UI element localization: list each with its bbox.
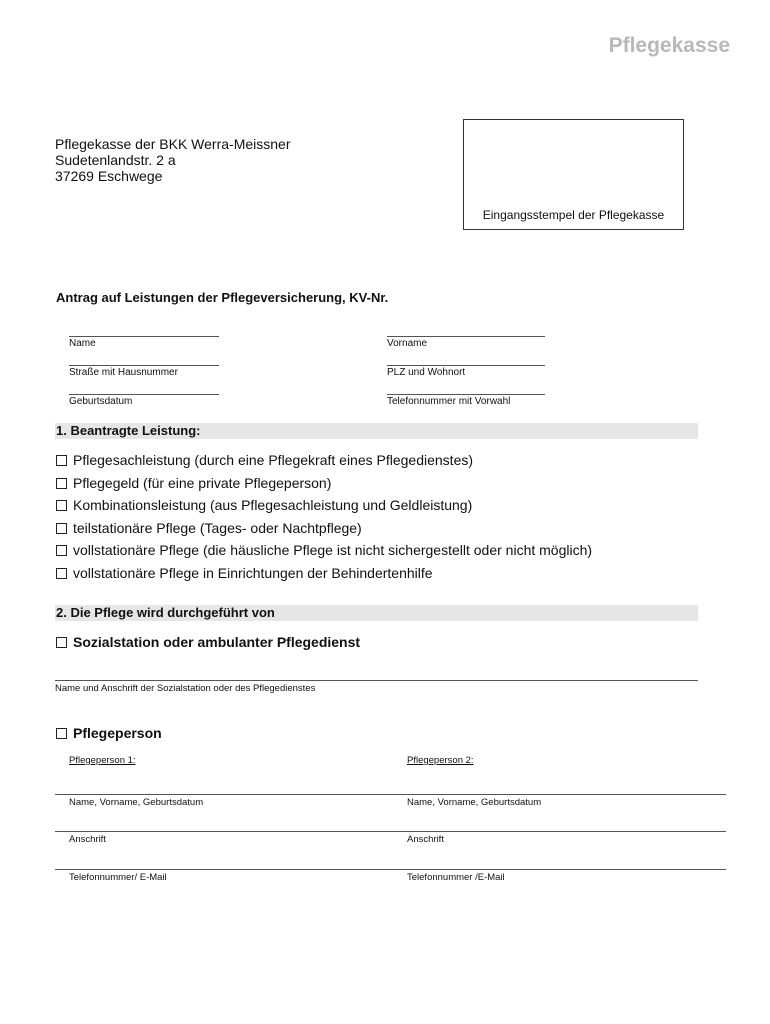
street-input-line[interactable]	[69, 355, 219, 366]
recipient-address	[55, 136, 291, 184]
option-pflegegeld[interactable]	[56, 475, 331, 491]
option-teilstationaer[interactable]	[56, 520, 362, 536]
option-label: vollstationäre Pflege in Einrichtungen der Behindertenhilfe	[73, 565, 433, 581]
birthdate-field[interactable]	[69, 384, 219, 407]
person-2-name-label: Name, Vorname, Geburtsdatum	[407, 797, 542, 808]
street-field[interactable]	[69, 355, 219, 378]
street-label: Straße mit Hausnummer	[69, 367, 178, 378]
checkbox-icon[interactable]	[56, 478, 67, 489]
option-label: Sozialstation oder ambulanter Pflegedienst	[73, 634, 361, 650]
option-sozialstation[interactable]	[56, 634, 360, 650]
person-address-input-line[interactable]	[55, 831, 726, 832]
vorname-input-line[interactable]	[387, 326, 545, 337]
phone-label: Telefonnummer mit Vorwahl	[387, 396, 511, 407]
person-1-heading: Pflegeperson 1:	[69, 755, 136, 766]
service-label: Name und Anschrift der Sozialstation oder des Pflegedienstes	[55, 683, 316, 694]
checkbox-icon[interactable]	[56, 728, 67, 739]
option-kombinationsleistung[interactable]	[56, 497, 472, 513]
phone-input-line[interactable]	[387, 384, 545, 395]
section-1-heading: 1. Beantragte Leistung:	[55, 423, 698, 439]
person-1-name-label: Name, Vorname, Geburtsdatum	[69, 797, 204, 808]
receipt-stamp-label: Eingangsstempel der Pflegekasse	[482, 208, 665, 222]
birthdate-label: Geburtsdatum	[69, 396, 133, 407]
recipient-line-3: 37269 Eschwege	[55, 168, 163, 184]
option-label: Pflegesachleistung (durch eine Pflegekraft eines Pflegedienstes)	[73, 452, 474, 468]
checkbox-icon[interactable]	[56, 455, 67, 466]
person-2-heading: Pflegeperson 2:	[407, 755, 474, 766]
vorname-label: Vorname	[387, 338, 428, 349]
option-label: teilstationäre Pflege (Tages- oder Nachtpflege)	[73, 520, 362, 536]
option-label: Kombinationsleistung (aus Pflegesachleistung und Geldleistung)	[73, 497, 473, 513]
person-1-contact-label: Telefonnummer/ E-Mail	[69, 872, 167, 883]
brand-title: Pflegekasse	[608, 34, 730, 57]
option-pflegesachleistung[interactable]	[56, 452, 473, 468]
person-name-input-line[interactable]	[55, 794, 726, 795]
recipient-line-1: Pflegekasse der BKK Werra-Meissner	[55, 136, 291, 152]
option-pflegeperson[interactable]	[56, 725, 162, 741]
checkbox-icon[interactable]	[56, 637, 67, 648]
name-label: Name	[69, 338, 96, 349]
option-label: Pflegegeld (für eine private Pflegeperson)	[73, 475, 332, 491]
plz-field[interactable]	[387, 355, 545, 378]
checkbox-icon[interactable]	[56, 523, 67, 534]
receipt-stamp-box	[463, 119, 684, 230]
person-1-address-label: Anschrift	[69, 834, 106, 845]
plz-input-line[interactable]	[387, 355, 545, 366]
recipient-line-2: Sudetenlandstr. 2 a	[55, 152, 176, 168]
plz-label: PLZ und Wohnort	[387, 367, 466, 378]
checkbox-icon[interactable]	[56, 568, 67, 579]
vorname-field[interactable]	[387, 326, 545, 349]
person-2-contact-label: Telefonnummer /E-Mail	[407, 872, 505, 883]
service-input-line[interactable]	[55, 680, 698, 681]
option-label: vollstationäre Pflege (die häusliche Pflege ist nicht sichergestellt oder nicht möglich)	[73, 542, 593, 558]
name-field[interactable]	[69, 326, 219, 349]
checkbox-icon[interactable]	[56, 500, 67, 511]
option-vollstationaer[interactable]	[56, 542, 592, 558]
birthdate-input-line[interactable]	[69, 384, 219, 395]
name-input-line[interactable]	[69, 326, 219, 337]
option-behindertenhilfe[interactable]	[56, 565, 433, 581]
form-title: Antrag auf Leistungen der Pflegeversicherung, KV-Nr.	[56, 290, 389, 305]
option-label: Pflegeperson	[73, 725, 162, 741]
checkbox-icon[interactable]	[56, 545, 67, 556]
phone-field[interactable]	[387, 384, 545, 407]
person-2-address-label: Anschrift	[407, 834, 444, 845]
section-2-heading: 2. Die Pflege wird durchgeführt von	[55, 605, 698, 621]
person-contact-input-line[interactable]	[55, 869, 726, 870]
